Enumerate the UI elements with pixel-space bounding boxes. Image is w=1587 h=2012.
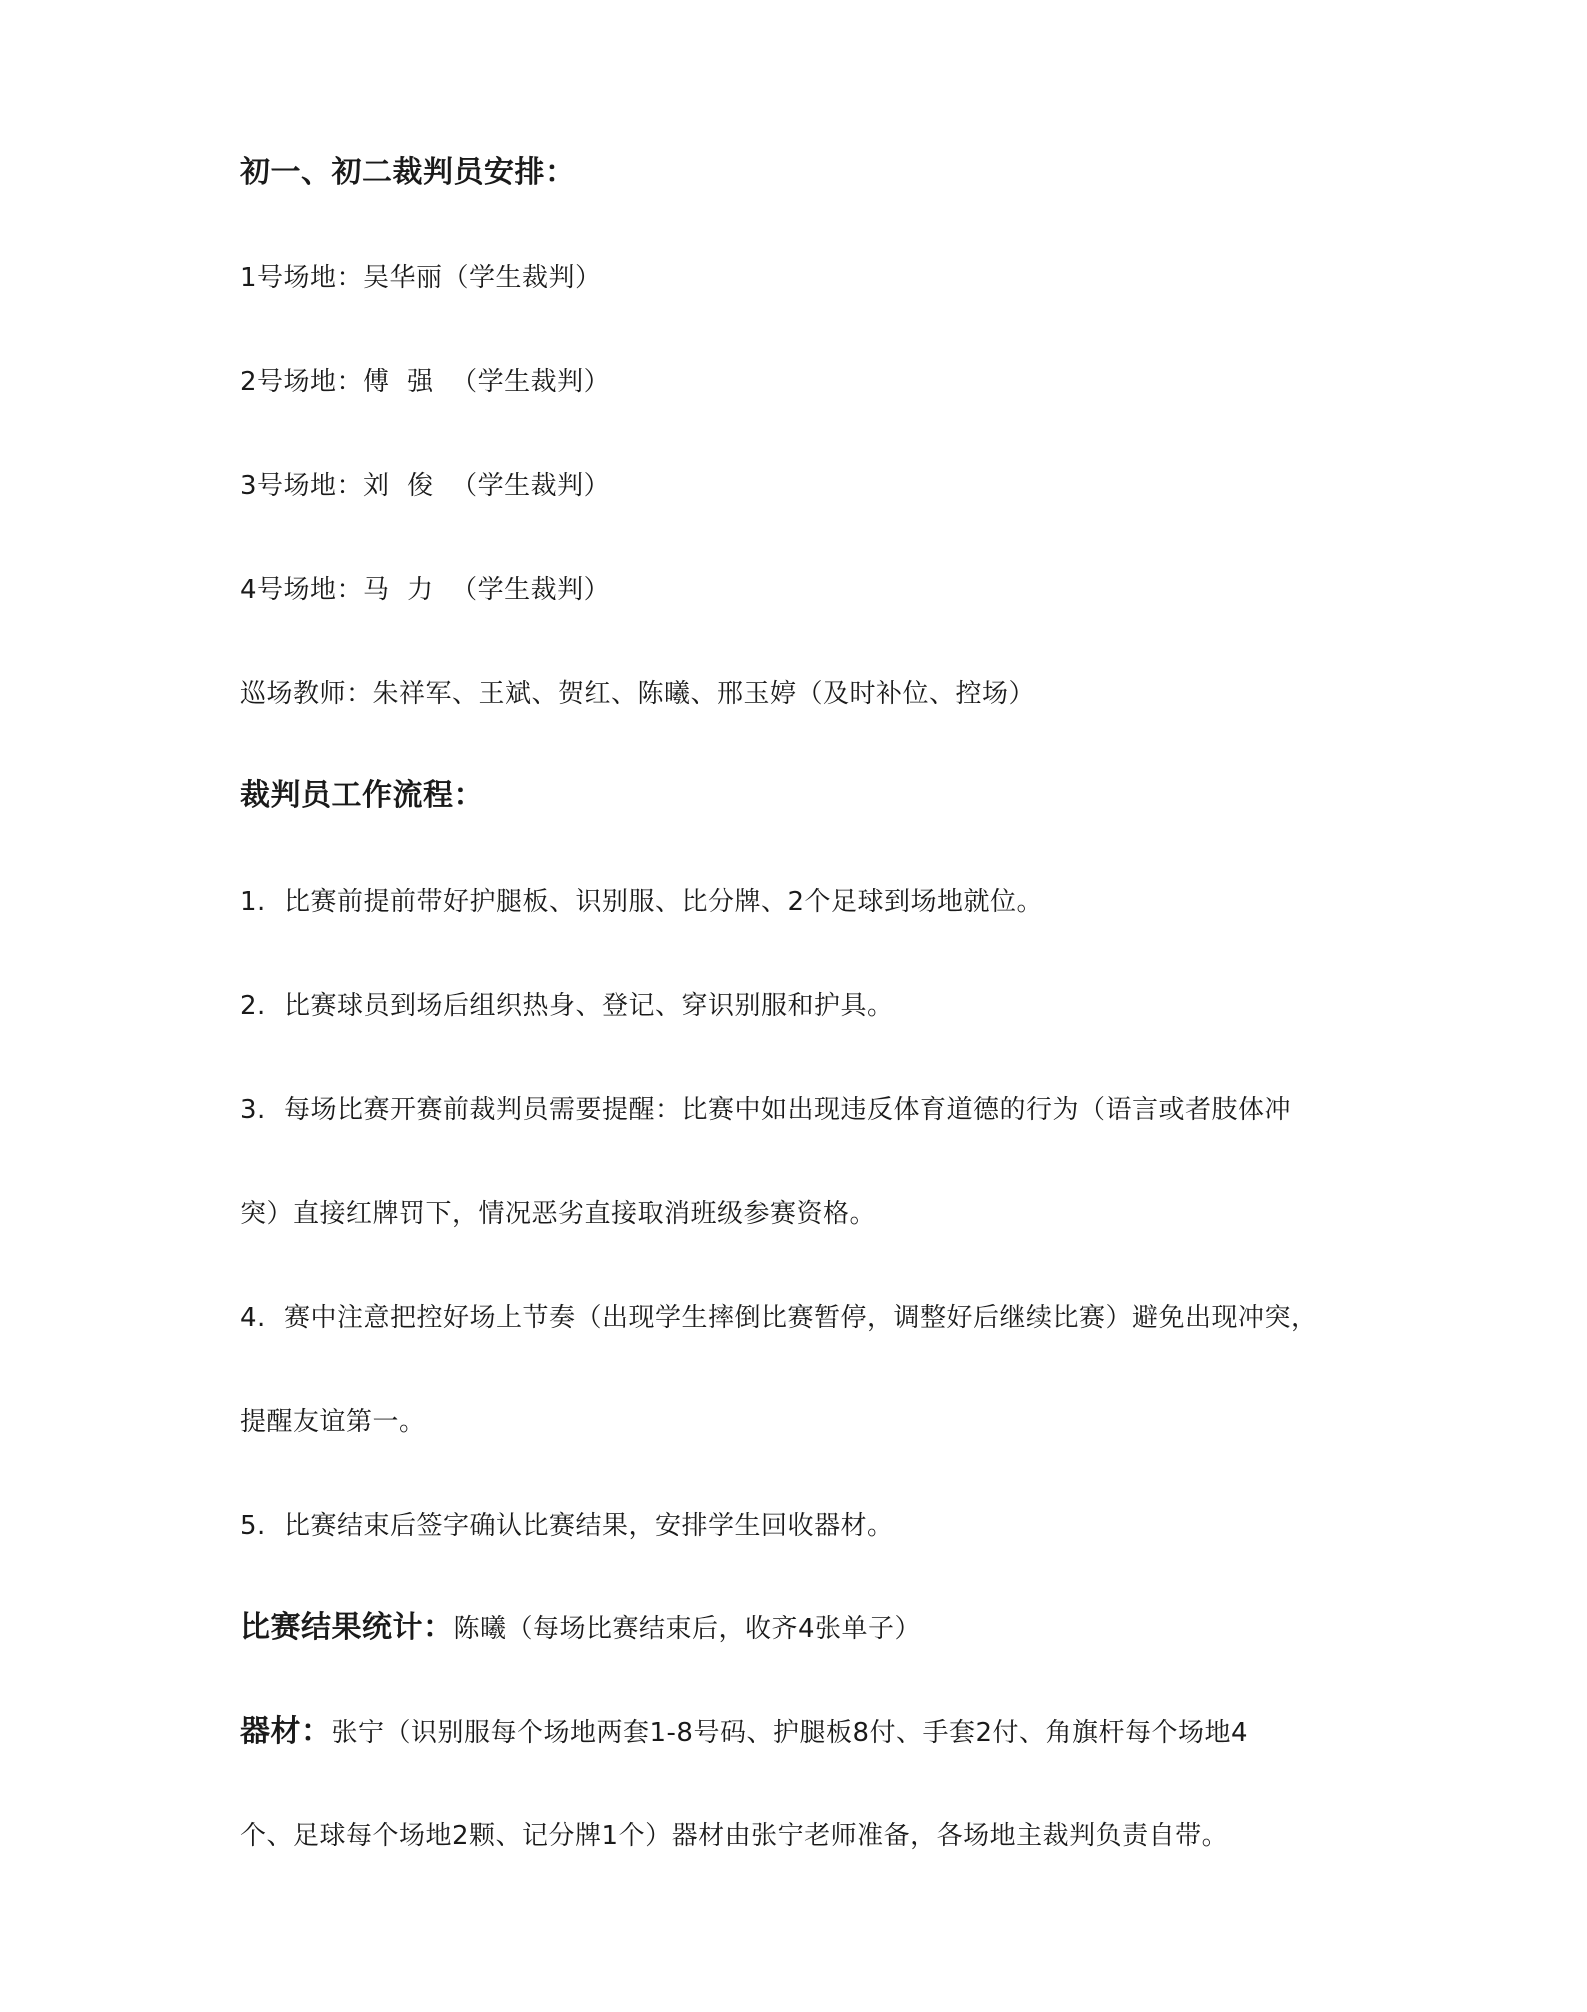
field-3-line (240, 468, 1360, 504)
field-3-referee: 刘 俊 （学生裁判） (363, 471, 611, 501)
step-4-number: 4. (240, 1303, 266, 1333)
step-4-continuation: 提醒友谊第一。 (240, 1407, 426, 1437)
stats-text: 陈曦（每场比赛结束后，收齐4张单子） (453, 1614, 922, 1644)
field-2-line (240, 364, 1360, 400)
step-2-number: 2. (240, 991, 266, 1021)
step-5-text: 比赛结束后签字确认比赛结果，安排学生回收器材。 (284, 1511, 894, 1541)
step-1-text: 比赛前提前带好护腿板、识别服、比分牌、2个足球到场地就位。 (284, 887, 1044, 917)
workflow-step-1 (240, 884, 1360, 920)
field-2-referee: 傅 强 （学生裁判） (363, 367, 611, 397)
step-4-text: 赛中注意把控好场上节奏（出现学生摔倒比赛暂停，调整好后继续比赛）避免出现冲突， (284, 1303, 1318, 1333)
workflow-step-5 (240, 1508, 1360, 1544)
stats-label: 比赛结果统计： (240, 1610, 454, 1645)
referee-heading: 初一、初二裁判员安排： (240, 155, 576, 190)
stats-line (240, 1610, 1360, 1647)
field-1-line (240, 260, 1360, 296)
workflow-heading: 裁判员工作流程： (240, 778, 484, 813)
patrol-teachers: 巡场教师：朱祥军、王斌、贺红、陈曦、邢玉婷（及时补位、控场） (240, 679, 1036, 709)
field-4-label: 4号场地： (240, 575, 364, 605)
field-3-label: 3号场地： (240, 471, 364, 501)
equipment-line (240, 1714, 1360, 1751)
workflow-step-4 (240, 1300, 1360, 1336)
workflow-step-3 (240, 1092, 1360, 1128)
step-3-continuation: 突）直接红牌罚下，情况恶劣直接取消班级参赛资格。 (240, 1199, 877, 1229)
equipment-label: 器材： (240, 1714, 332, 1749)
equipment-continuation: 个、足球每个场地2颗、记分牌1个）器材由张宁老师准备，各场地主裁判负责自带。 (240, 1821, 1229, 1851)
field-1-label: 1号场地： (240, 263, 364, 293)
step-2-text: 比赛球员到场后组织热身、登记、穿识别服和护具。 (284, 991, 894, 1021)
equipment-text: 张宁（识别服每个场地两套1-8号码、护腿板8付、手套2付、角旗杆每个场地4 (331, 1718, 1249, 1748)
step-3-number: 3. (240, 1095, 266, 1125)
workflow-step-2 (240, 988, 1360, 1024)
field-4-referee: 马 力 （学生裁判） (363, 575, 611, 605)
field-2-label: 2号场地： (240, 367, 364, 397)
field-1-referee: 吴华丽（学生裁判） (363, 263, 602, 293)
step-3-text: 每场比赛开赛前裁判员需要提醒：比赛中如出现违反体育道德的行为（语言或者肢体冲 (284, 1095, 1292, 1125)
step-1-number: 1. (240, 887, 266, 917)
field-4-line (240, 572, 1360, 608)
step-5-number: 5. (240, 1511, 266, 1541)
